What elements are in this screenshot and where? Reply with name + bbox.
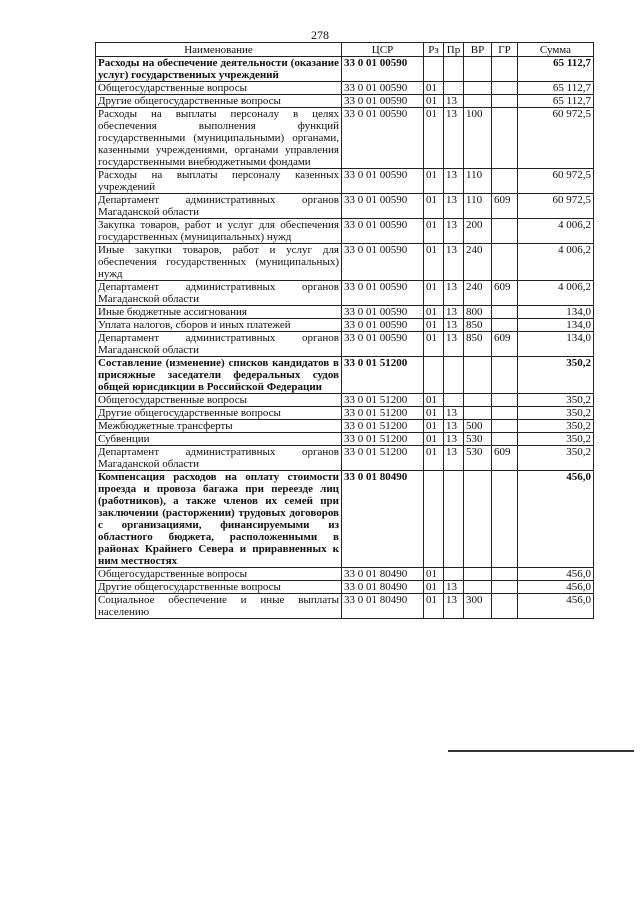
row-pr: 13 xyxy=(444,332,464,357)
row-rz: 01 xyxy=(424,306,444,319)
budget-table xyxy=(95,42,594,619)
row-vr: 300 xyxy=(464,594,492,619)
row-rz xyxy=(424,471,444,568)
row-name: Департамент административных органов Магаданской области xyxy=(96,281,342,306)
row-name: Департамент административных органов Магаданской области xyxy=(96,446,342,471)
row-sum: 134,0 xyxy=(518,332,594,357)
row-csr: 33 0 01 00590 xyxy=(342,319,424,332)
row-name: Иные закупки товаров, работ и услуг для обеспечения государственных (муниципальных) нужд xyxy=(96,244,342,281)
row-sum: 350,2 xyxy=(518,394,594,407)
row-rz: 01 xyxy=(424,594,444,619)
row-vr xyxy=(464,357,492,394)
table-row xyxy=(96,568,594,581)
row-pr: 13 xyxy=(444,594,464,619)
row-gr: 609 xyxy=(492,194,518,219)
row-csr: 33 0 01 00590 xyxy=(342,108,424,169)
row-vr: 100 xyxy=(464,108,492,169)
row-gr xyxy=(492,433,518,446)
table-row xyxy=(96,169,594,194)
table-row xyxy=(96,57,594,82)
row-pr: 13 xyxy=(444,420,464,433)
header-csr: ЦСР xyxy=(342,43,424,57)
row-pr: 13 xyxy=(444,446,464,471)
table-row xyxy=(96,433,594,446)
header-rz: Рз xyxy=(424,43,444,57)
row-vr: 240 xyxy=(464,244,492,281)
row-rz: 01 xyxy=(424,108,444,169)
row-vr xyxy=(464,581,492,594)
row-gr xyxy=(492,594,518,619)
row-gr xyxy=(492,95,518,108)
row-pr: 13 xyxy=(444,194,464,219)
row-pr: 13 xyxy=(444,306,464,319)
row-rz: 01 xyxy=(424,407,444,420)
row-name: Общегосударственные вопросы xyxy=(96,82,342,95)
row-gr xyxy=(492,108,518,169)
row-gr xyxy=(492,319,518,332)
row-name: Компенсация расходов на оплату стоимости проезда и провоза багажа при переезде лиц (работников), а также членов их семей при заключении (расторжении) трудовых договоров с организациями, финансируемыми из областного бюджета, расположенными в районах Крайнего Севера и приравненных к ним местностях xyxy=(96,471,342,568)
row-rz: 01 xyxy=(424,281,444,306)
row-sum: 456,0 xyxy=(518,594,594,619)
table-row xyxy=(96,82,594,95)
row-name: Уплата налогов, сборов и иных платежей xyxy=(96,319,342,332)
table-row xyxy=(96,319,594,332)
row-sum: 65 112,7 xyxy=(518,57,594,82)
header-gr: ГР xyxy=(492,43,518,57)
row-vr: 110 xyxy=(464,194,492,219)
table-row xyxy=(96,332,594,357)
row-sum: 4 006,2 xyxy=(518,219,594,244)
row-gr xyxy=(492,568,518,581)
row-sum: 60 972,5 xyxy=(518,194,594,219)
row-rz: 01 xyxy=(424,332,444,357)
row-vr: 110 xyxy=(464,169,492,194)
row-sum: 350,2 xyxy=(518,407,594,420)
row-pr xyxy=(444,394,464,407)
table-row xyxy=(96,471,594,568)
row-vr: 530 xyxy=(464,446,492,471)
row-name: Субвенции xyxy=(96,433,342,446)
row-vr xyxy=(464,95,492,108)
row-csr: 33 0 01 00590 xyxy=(342,95,424,108)
table-row xyxy=(96,420,594,433)
page-number: 278 xyxy=(311,28,329,42)
row-csr: 33 0 01 00590 xyxy=(342,57,424,82)
row-name: Другие общегосударственные вопросы xyxy=(96,95,342,108)
row-csr: 33 0 01 51200 xyxy=(342,357,424,394)
row-name: Общегосударственные вопросы xyxy=(96,394,342,407)
row-pr: 13 xyxy=(444,169,464,194)
row-vr: 850 xyxy=(464,319,492,332)
row-csr: 33 0 01 00590 xyxy=(342,281,424,306)
table-row xyxy=(96,581,594,594)
row-gr xyxy=(492,244,518,281)
row-vr: 530 xyxy=(464,433,492,446)
row-sum: 60 972,5 xyxy=(518,169,594,194)
row-pr: 13 xyxy=(444,319,464,332)
row-vr xyxy=(464,82,492,95)
row-name: Социальное обеспечение и иные выплаты населению xyxy=(96,594,342,619)
row-gr xyxy=(492,219,518,244)
table-row xyxy=(96,446,594,471)
row-csr: 33 0 01 51200 xyxy=(342,446,424,471)
row-name: Департамент административных органов Магаданской области xyxy=(96,332,342,357)
row-csr: 33 0 01 00590 xyxy=(342,169,424,194)
row-name: Другие общегосударственные вопросы xyxy=(96,407,342,420)
row-sum: 60 972,5 xyxy=(518,108,594,169)
row-rz: 01 xyxy=(424,319,444,332)
row-pr: 13 xyxy=(444,407,464,420)
row-name: Общегосударственные вопросы xyxy=(96,568,342,581)
row-csr: 33 0 01 80490 xyxy=(342,581,424,594)
row-rz: 01 xyxy=(424,95,444,108)
row-name: Расходы на выплаты персоналу казенных учреждений xyxy=(96,169,342,194)
row-rz: 01 xyxy=(424,219,444,244)
row-gr xyxy=(492,82,518,95)
row-rz: 01 xyxy=(424,568,444,581)
row-vr xyxy=(464,394,492,407)
row-csr: 33 0 01 00590 xyxy=(342,82,424,95)
row-sum: 4 006,2 xyxy=(518,244,594,281)
row-csr: 33 0 01 00590 xyxy=(342,244,424,281)
row-rz: 01 xyxy=(424,433,444,446)
table-row xyxy=(96,219,594,244)
row-rz: 01 xyxy=(424,446,444,471)
row-vr: 200 xyxy=(464,219,492,244)
row-rz: 01 xyxy=(424,169,444,194)
row-vr: 850 xyxy=(464,332,492,357)
row-vr: 800 xyxy=(464,306,492,319)
row-gr xyxy=(492,169,518,194)
row-pr: 13 xyxy=(444,108,464,169)
table-row xyxy=(96,594,594,619)
row-pr xyxy=(444,357,464,394)
row-gr xyxy=(492,306,518,319)
row-sum: 350,2 xyxy=(518,446,594,471)
table-row xyxy=(96,394,594,407)
table-row xyxy=(96,244,594,281)
row-pr: 13 xyxy=(444,244,464,281)
row-vr: 240 xyxy=(464,281,492,306)
row-gr xyxy=(492,57,518,82)
header-name: Наименование xyxy=(96,43,342,57)
row-vr xyxy=(464,57,492,82)
row-gr xyxy=(492,420,518,433)
row-sum: 134,0 xyxy=(518,319,594,332)
table-row xyxy=(96,194,594,219)
row-vr xyxy=(464,407,492,420)
table-row xyxy=(96,95,594,108)
row-gr xyxy=(492,394,518,407)
row-sum: 350,2 xyxy=(518,433,594,446)
row-gr xyxy=(492,581,518,594)
row-csr: 33 0 01 00590 xyxy=(342,306,424,319)
table-row xyxy=(96,407,594,420)
row-sum: 134,0 xyxy=(518,306,594,319)
row-sum: 456,0 xyxy=(518,471,594,568)
row-name: Составление (изменение) списков кандидатов в присяжные заседатели федеральных судов общей юрисдикции в Российской Федерации xyxy=(96,357,342,394)
row-rz: 01 xyxy=(424,244,444,281)
row-csr: 33 0 01 00590 xyxy=(342,219,424,244)
row-csr: 33 0 01 00590 xyxy=(342,194,424,219)
row-sum: 350,2 xyxy=(518,357,594,394)
header-sum: Сумма xyxy=(518,43,594,57)
row-name: Иные бюджетные ассигнования xyxy=(96,306,342,319)
row-gr xyxy=(492,357,518,394)
row-csr: 33 0 01 51200 xyxy=(342,407,424,420)
row-csr: 33 0 01 80490 xyxy=(342,471,424,568)
row-csr: 33 0 01 80490 xyxy=(342,594,424,619)
row-rz: 01 xyxy=(424,82,444,95)
row-pr: 13 xyxy=(444,219,464,244)
row-rz xyxy=(424,357,444,394)
row-pr: 13 xyxy=(444,281,464,306)
row-name: Расходы на выплаты персоналу в целях обеспечения выполнения функций государственными (муниципальными) органами, казенными учреждениями, органами управления государственными внебюджетными фондами xyxy=(96,108,342,169)
row-name: Закупка товаров, работ и услуг для обеспечения государственных (муниципальных) нужд xyxy=(96,219,342,244)
row-gr: 609 xyxy=(492,281,518,306)
row-vr xyxy=(464,471,492,568)
row-name: Департамент административных органов Магаданской области xyxy=(96,194,342,219)
row-csr: 33 0 01 80490 xyxy=(342,568,424,581)
row-vr xyxy=(464,568,492,581)
row-gr xyxy=(492,407,518,420)
row-gr xyxy=(492,471,518,568)
row-csr: 33 0 01 51200 xyxy=(342,394,424,407)
row-rz xyxy=(424,57,444,82)
row-csr: 33 0 01 00590 xyxy=(342,332,424,357)
row-rz: 01 xyxy=(424,394,444,407)
table-row xyxy=(96,357,594,394)
row-sum: 456,0 xyxy=(518,581,594,594)
row-name: Расходы на обеспечение деятельности (оказание услуг) государственных учреждений xyxy=(96,57,342,82)
row-vr: 500 xyxy=(464,420,492,433)
row-pr: 13 xyxy=(444,581,464,594)
row-pr xyxy=(444,568,464,581)
row-name: Другие общегосударственные вопросы xyxy=(96,581,342,594)
row-name: Межбюджетные трансферты xyxy=(96,420,342,433)
table-row xyxy=(96,306,594,319)
row-csr: 33 0 01 51200 xyxy=(342,433,424,446)
row-gr: 609 xyxy=(492,332,518,357)
row-pr: 13 xyxy=(444,433,464,446)
row-sum: 350,2 xyxy=(518,420,594,433)
row-sum: 65 112,7 xyxy=(518,82,594,95)
row-pr: 13 xyxy=(444,95,464,108)
header-pr: Пр xyxy=(444,43,464,57)
row-sum: 4 006,2 xyxy=(518,281,594,306)
header-vr: ВР xyxy=(464,43,492,57)
row-gr: 609 xyxy=(492,446,518,471)
row-pr xyxy=(444,471,464,568)
row-sum: 65 112,7 xyxy=(518,95,594,108)
row-rz: 01 xyxy=(424,420,444,433)
row-pr xyxy=(444,57,464,82)
row-csr: 33 0 01 51200 xyxy=(342,420,424,433)
header-row xyxy=(96,43,594,57)
table-row xyxy=(96,281,594,306)
row-rz: 01 xyxy=(424,581,444,594)
row-sum: 456,0 xyxy=(518,568,594,581)
table-row xyxy=(96,108,594,169)
bottom-rule xyxy=(448,750,634,752)
row-rz: 01 xyxy=(424,194,444,219)
table-body xyxy=(96,57,594,619)
row-pr xyxy=(444,82,464,95)
